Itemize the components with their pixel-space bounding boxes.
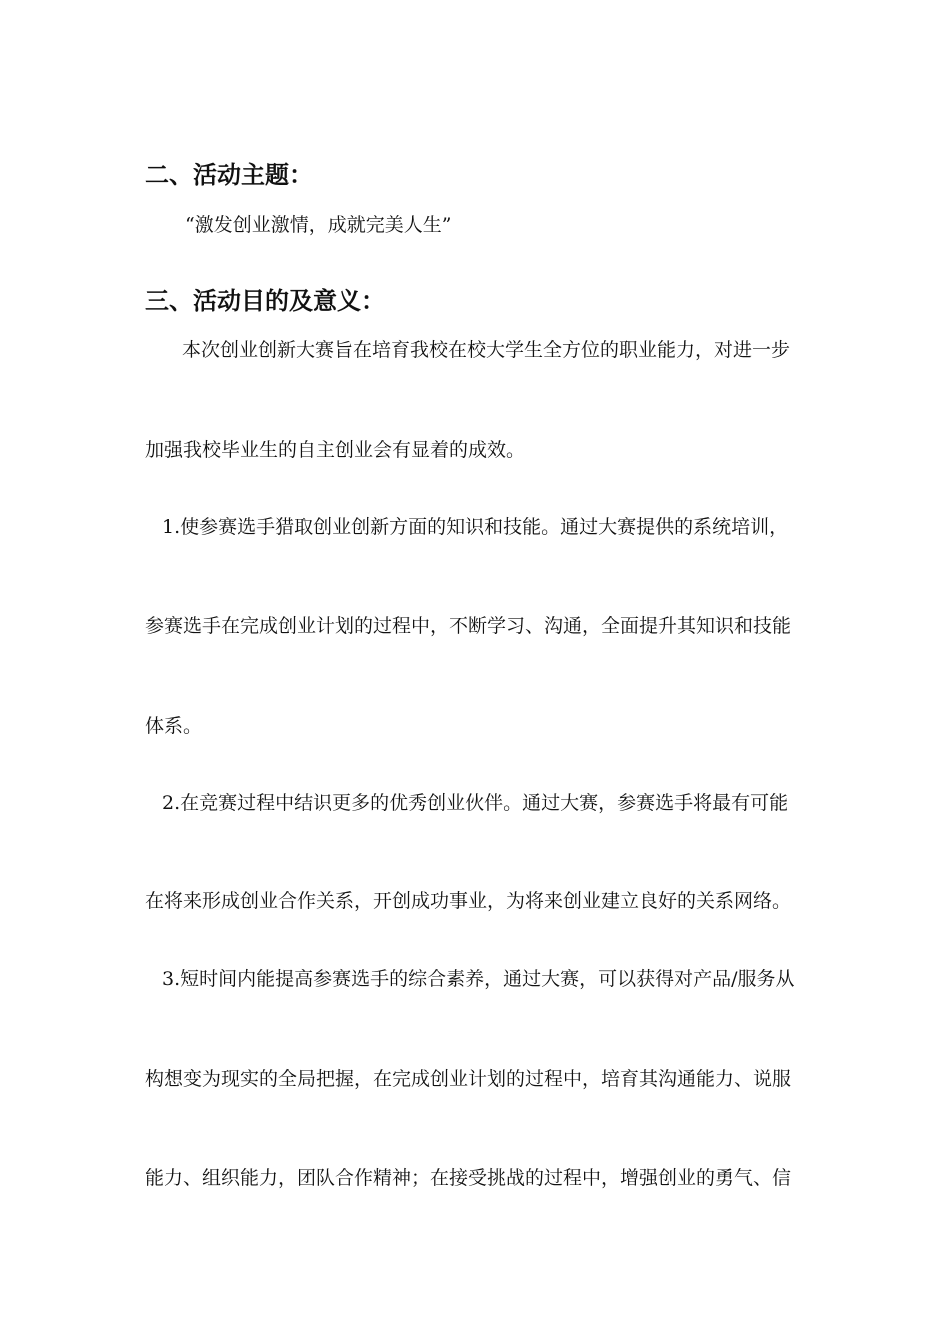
section-heading-theme: 二、活动主题：: [145, 160, 313, 189]
section-heading-purpose: 三、活动目的及意义：: [145, 286, 385, 315]
point2-line-1: 2.在竞赛过程中结识更多的优秀创业伙伴。通过大赛，参赛选手将最有可能: [162, 792, 789, 814]
point3-line-3: 能力、组织能力，团队合作精神；在接受挑战的过程中，增强创业的勇气、信: [145, 1167, 792, 1189]
point1-line-1: 1.使参赛选手猎取创业创新方面的知识和技能。通过大赛提供的系统培训，: [162, 516, 789, 538]
point3-line-2: 构想变为现实的全局把握，在完成创业计划的过程中，培育其沟通能力、说服: [145, 1068, 792, 1090]
theme-text: “激发创业激情，成就完美人生”: [185, 214, 452, 236]
intro-line-1: 本次创业创新大赛旨在培育我校在校大学生全方位的职业能力，对进一步: [182, 339, 791, 361]
point1-line-3: 体系。: [145, 715, 203, 737]
point2-line-2: 在将来形成创业合作关系，开创成功事业，为将来创业建立良好的关系网络。: [145, 890, 792, 912]
point1-line-2: 参赛选手在完成创业计划的过程中，不断学习、沟通，全面提升其知识和技能: [145, 615, 792, 637]
intro-line-2: 加强我校毕业生的自主创业会有显着的成效。: [145, 439, 526, 461]
point3-line-1: 3.短时间内能提高参赛选手的综合素养，通过大赛，可以获得对产品/服务从: [162, 968, 795, 990]
